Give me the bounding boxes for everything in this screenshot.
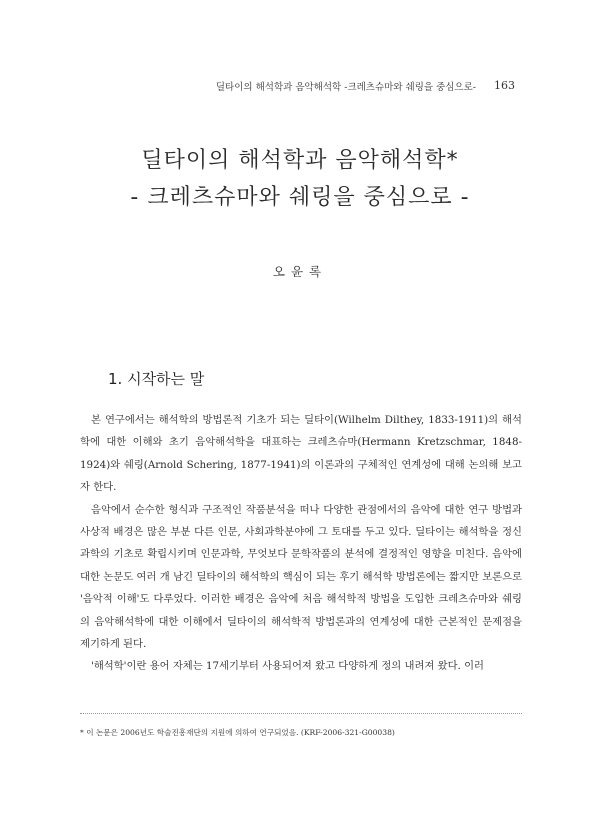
section-heading: 1. 시작하는 말 xyxy=(108,370,205,388)
paragraph: 본 연구에서는 해석학의 방법론적 기초가 되는 딜타이(Wilhelm Dilthey, 1833-1911)의 해석학에 대한 이해와 초기 음악해석학을 대표하는 크레츠슈마(Hermann Kretzschmar, 1848-1924)와 쉐링(Arnold Schering, 1877-1941)의 이론과의 구체적인 연계성에 대해 논의해 보고자 한다. xyxy=(80,414,522,494)
page-number: 163 xyxy=(494,79,515,92)
title-main: 딜타이의 해석학과 음악해석학* xyxy=(141,148,459,173)
footnote-divider xyxy=(80,713,522,714)
title-subtitle: - 크레츠슈마와 쉐링을 중심으로 - xyxy=(130,185,470,210)
author-name: 오윤록 xyxy=(272,264,328,279)
running-header xyxy=(60,79,515,93)
paragraph: '해석학'이란 용어 자체는 17세기부터 사용되어져 왔고 다양하게 정의 내려져 왔다. 이러 xyxy=(91,660,484,673)
body-text xyxy=(80,409,522,678)
article-title xyxy=(0,142,600,216)
running-title: 딜타이의 해석학과 음악해석학 -크레츠슈마와 쉐링을 중심으로- xyxy=(215,82,476,93)
footnote: * 이 논문은 2006년도 학술진흥재단의 지원에 의하여 연구되었음. (KRF-2006-321-G00038) xyxy=(80,728,395,737)
paragraph: 음악에서 순수한 형식과 구조적인 작품분석을 떠나 다양한 관점에서의 음악에 대한 연구 방법과 사상적 배경은 많은 부분 다른 인문, 사회과학분야에 그 토대를 두고 있다. 딜타이는 해석학을 정신과학의 기초로 확립시키며 인문과학, 무엇보다 문학작품의 분석에 결정적인 영향을 미친다. 음악에 대한 논문도 여러 개 남긴 딜타이의 해석학의 핵심이 되는 후기 해석학 방법론에는 짧지만 보론으로 '음악적 이해'도 다루었다. 이러한 배경은 음악에 처음 해석학적 방법을 도입한 크레츠슈마와 쉐링의 음악해석학에 대한 이해에서 딜타이의 해석학적 방법론과의 연계성에 대한 근본적인 문제점을 제기하게 된다. xyxy=(80,503,522,651)
